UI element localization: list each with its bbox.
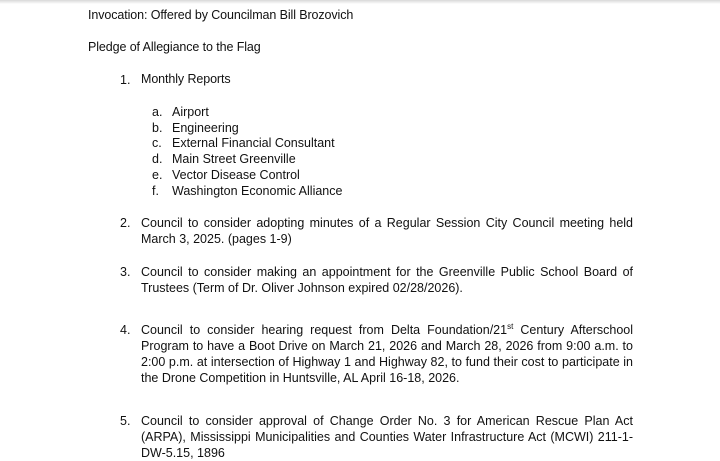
agenda-item-number: 4. xyxy=(120,323,131,337)
page-edge-shadow xyxy=(0,0,720,4)
sub-item-text: Airport xyxy=(172,105,209,119)
pledge-line: Pledge of Allegiance to the Flag xyxy=(88,40,261,54)
agenda-item-number: 2. xyxy=(120,216,131,230)
sub-item-letter: c. xyxy=(152,136,162,150)
sub-item-text: Engineering xyxy=(172,121,239,135)
sub-item-letter: e. xyxy=(152,168,163,182)
agenda-item-text xyxy=(141,322,633,386)
agenda-item-text-part: Century Afterschool Program to have a Boot Drive on March 21, 2026 and March 28, 2026 from 9:00 a.m. to 2:00 p.m. at intersection of Highway 1 and Highway 82, to fund their cost to participate in the Drone Competition in Huntsville, AL April 16-18, 2026. xyxy=(141,323,634,385)
ordinal-superscript: st xyxy=(507,321,514,331)
sub-item-letter: b. xyxy=(152,121,163,135)
sub-item-letter: a. xyxy=(152,105,163,119)
sub-item-text: Main Street Greenville xyxy=(172,152,296,166)
sub-item-letter: d. xyxy=(152,152,163,166)
sub-item-letter: f. xyxy=(152,184,159,198)
agenda-item-text-part: Council to consider hearing request from Delta Foundation/21 xyxy=(141,323,508,337)
agenda-item-text: Council to consider approval of Change Order No. 3 for American Rescue Plan Act (ARPA), Mississippi Municipalities and Counties Water Infrastructure Act (MCWI) 211-1-DW-5.15, 1896 xyxy=(141,414,633,460)
sub-item-text: Vector Disease Control xyxy=(172,168,300,182)
agenda-item-text: Council to consider making an appointment for the Greenville Public School Board of Trustees (Term of Dr. Oliver Johnson expired 02/28/2026). xyxy=(141,265,633,295)
agenda-item-text: Monthly Reports xyxy=(141,72,231,86)
invocation-line: Invocation: Offered by Councilman Bill Brozovich xyxy=(88,8,354,22)
sub-item-text: External Financial Consultant xyxy=(172,136,335,150)
agenda-item-number: 3. xyxy=(120,265,131,279)
sub-item-text: Washington Economic Alliance xyxy=(172,184,343,198)
agenda-item-number: 1. xyxy=(120,73,131,87)
agenda-item-text: Council to consider adopting minutes of a Regular Session City Council meeting held March 3, 2025. (pages 1-9) xyxy=(141,216,633,246)
agenda-item-number: 5. xyxy=(120,414,131,428)
